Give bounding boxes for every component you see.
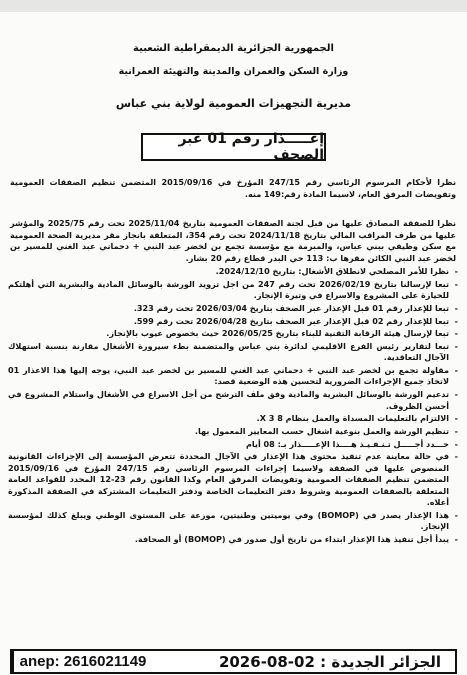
notice-page [0,12,467,675]
list-item: - تبعا للإعذار رقم 01 قبل الإعذار عبر الصحف بتاريخ 2026/03/04 تحت رقم 323. [133,302,458,313]
list-item: - الالتزام بالتعليمات المسداة والعمل بنظام 8 X 3. [256,413,458,424]
list-item: - مقاولة تجمع بن لخضر عبد النبي + دحماني عبد الغني للمسير بن لخضر عبد النبي، يوجه إليها هذا الاعذار 01 لاتخاذ جميع الإجراءات الضرورية لتحسين هذه الوضعية قصد: [8,365,458,387]
list-item: - تدعيم الورشة بالوسائل البشرية والمادية وفق ملف الترشح من أجل الاسراع في الأشغال واستلام المشروع في أحسن الظروف. [8,389,458,411]
publication-footer [10,649,457,674]
anep-reference: anep: 2616021149 [12,651,152,672]
republic-header: الجمهورية الجزائرية الديمقراطية الشعبية [133,43,334,54]
paragraph-decree: نظرا لأحكام المرسوم الرئاسي رقم 247/15 المؤرخ في 2015/09/16 المتضمن تنظيم الصفقات العمومية وتفويضات المرفق العام، لاسيما المادة رقم:149 منه. [10,177,456,199]
top-edge-band [0,0,467,12]
list-item: - حـــدد أجـــــل تـنـفـيـذ هــــذا الإعـــــذار بـ: 08 أيام [245,438,458,449]
ministry-header: وزارة السكن والعمران والمدينة والتهيئة العمرانية [118,66,349,77]
list-item: - يبدأ أجل تنفيذ هذا الإعذار ابتداء من تاريخ أول صدور في (BOMOP) أو الصحافة. [134,533,458,544]
newspaper-date: الجزائر الجديدة : 02-08-2026 [218,652,441,671]
list-item: - تبعا لإرسالنا بتاريخ 2026/02/19 تحت رقم 247 من اجل تزويد الورشة بالوسائل المادية والبشرية التي أهلتكم للحيازة على المشروع والاسراع في وتيرة الإنجاز. [8,278,458,301]
list-item: - تبعا للإعذار رقم 02 قبل الإعذار عبر الصحف بتاريخ 2026/04/28 تحت رقم 599. [133,315,458,326]
list-item: - تبعا لتقارير رئيس الفرع الاقليمي لدائرة بني عباس والمتضمنة بطء سيرورة الأشغال مقارنة بنسبة استهلاك الآجال التعاقدية. [8,340,458,363]
directorate-header: مديرية التجهيزات العمومية لولاية بني عباس [115,97,352,110]
list-item: - في حالة معاينة عدم تنفيذ محتوى هذا الإعذار في الآجال المحددة تتعرض المؤسسة إلى الإجراءات القانونية المنصوص عليها في الصفقة ولاسيما إجراءات المرسوم الرئاسي رقم 247/15 المؤرخ في 2015/09/16 المتضمن تنظيم الصفقات العمومية وتفويضات المرفق العام وكذا القانون رقم 23-12 المحدد للقواعد العامة المتعلقة بالصفقات العمومية وشروط دفتر التعليمات الخاصة ودفتر التعليمات المشتركة في الصفقة المذكورة أعلاه. [8,451,458,507]
notice-items-list [8,266,458,547]
list-item: - تبعا لإرسال هيئة الرقابة التقنية للبناء بتاريخ 2026/05/25 حيث بخصوص عيوب بالإنجاز. [106,328,458,339]
list-item: - هذا الإعذار يصدر في (BOMOP) وفي يوميتين وطنيتين، موزعة على المستوى الوطني ويبلغ كذلك لمؤسسة الإنجاز. [8,509,458,532]
notice-title-text: إعـــــذار رقم 01 عبر الصحف [178,131,324,163]
paragraph-contract: نظرا للصفقة المصادق عليها من قبل لجنة الصفقات العمومية بتاريخ 2025/11/04 تحت رقم 2025/75 والمؤشر عليها من طرف المراقب المالي بتاريخ 2024/11/18 تحت رقم 354، المتعلقة بانجاز مقر مديرية الصحة العمومية مع سكن وظيفي ببني عباس، والمبرمة مع مؤسسة تجمع بن لخضر عبد النبي + دحماني عبد الغني للمسير بن لخضر عبد النبي الكائن مقرها ب: 113 حي البدر قطاع رقم 20 بشار. [10,218,456,263]
notice-title [141,133,326,161]
list-item: - تنظيم الورشة والعمل بنوعية اشغال حسب المعايير المعمول بها. [194,425,458,436]
list-item: - نظرا للأمر المصلحي لانطلاق الأشغال: بتاريخ 2024/12/10. [215,266,458,276]
